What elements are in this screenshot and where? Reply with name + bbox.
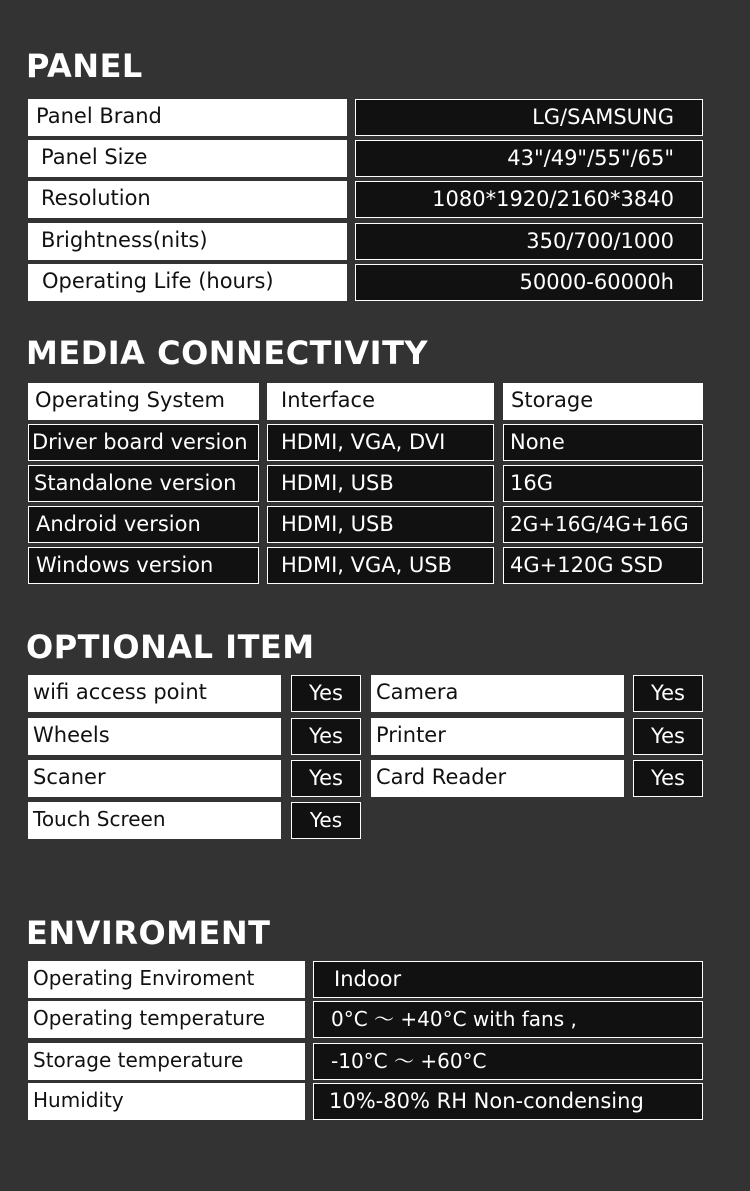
resolution-value: 1080*1920/2160*3840 (355, 181, 703, 218)
panel-brand-value: LG/SAMSUNG (355, 99, 703, 136)
storage-temperature-value: -10°C ～ +60°C (313, 1043, 703, 1080)
table-row-os: Windows version (28, 547, 259, 584)
table-row-os: Android version (28, 506, 259, 543)
environment-heading: ENVIROMENT (26, 914, 271, 952)
humidity-label: Humidity (28, 1083, 305, 1120)
resolution-label: Resolution (28, 181, 347, 218)
humidity-value: 10%-80% RH Non-condensing (313, 1083, 703, 1120)
optional-item-card-reader: Card Reader (371, 760, 624, 797)
table-row-storage: None (503, 424, 703, 461)
operating-environment-value: Indoor (313, 961, 703, 998)
brightness-value: 350/700/1000 (355, 223, 703, 260)
optional-value-wifi: Yes (291, 675, 361, 712)
optional-value-printer: Yes (633, 718, 703, 755)
optional-value-touch-screen: Yes (291, 802, 361, 839)
table-row-storage: 2G+16G/4G+16G (503, 506, 703, 543)
optional-value-wheels: Yes (291, 718, 361, 755)
optional-heading: OPTIONAL ITEM (26, 628, 315, 666)
table-row-storage: 4G+120G SSD (503, 547, 703, 584)
table-row-interface: HDMI, USB (267, 506, 494, 543)
panel-heading: PANEL (26, 47, 143, 85)
optional-item-printer: Printer (371, 718, 624, 755)
optional-item-scaner: Scaner (28, 760, 281, 797)
panel-size-value: 43"/49"/55"/65" (355, 140, 703, 177)
operating-temperature-value: 0°C ～ +40°C with fans , (313, 1001, 703, 1038)
optional-value-card-reader: Yes (633, 760, 703, 797)
panel-size-label: Panel Size (28, 140, 347, 177)
operating-environment-label: Operating Enviroment (28, 961, 305, 998)
optional-item-wifi: wifi access point (28, 675, 281, 712)
table-row-interface: HDMI, USB (267, 465, 494, 502)
operating-life-label: Operating Life (hours) (28, 264, 347, 301)
optional-value-scaner: Yes (291, 760, 361, 797)
operating-life-value: 50000-60000h (355, 264, 703, 301)
panel-brand-label: Panel Brand (28, 99, 347, 136)
optional-item-camera: Camera (371, 675, 624, 712)
media-heading: MEDIA CONNECTIVITY (26, 334, 429, 372)
storage-temperature-label: Storage temperature (28, 1043, 305, 1080)
table-row-os: Standalone version (28, 465, 259, 502)
storage-column-header: Storage (503, 383, 703, 420)
table-row-interface: HDMI, VGA, DVI (267, 424, 494, 461)
interface-column-header: Interface (267, 383, 494, 420)
optional-value-camera: Yes (633, 675, 703, 712)
brightness-label: Brightness(nits) (28, 223, 347, 260)
table-row-storage: 16G (503, 465, 703, 502)
os-column-header: Operating System (28, 383, 259, 420)
table-row-interface: HDMI, VGA, USB (267, 547, 494, 584)
optional-item-touch-screen: Touch Screen (28, 802, 281, 839)
optional-item-wheels: Wheels (28, 718, 281, 755)
operating-temperature-label: Operating temperature (28, 1001, 305, 1038)
table-row-os: Driver board version (28, 424, 259, 461)
